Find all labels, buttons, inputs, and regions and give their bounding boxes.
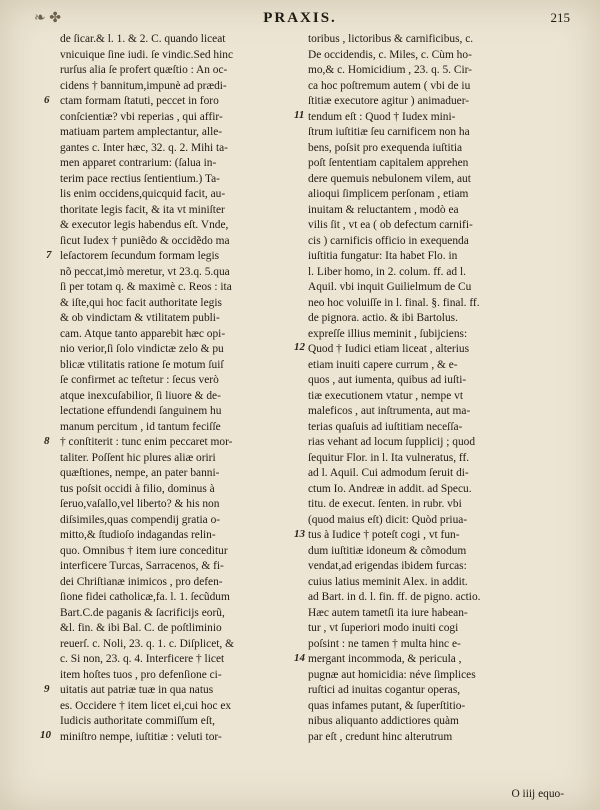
text-line: ctum Io. Andreæ in addit. ad Specu.: [308, 482, 472, 495]
text-line: ſequitur Flor. in l. Ita vulneratus, ff.: [308, 451, 470, 464]
text-line: ſeruo,vaſallo,vel liberto? & his non: [60, 498, 220, 510]
text-line: conſcientiæ? vbi reperias , qui affir-: [60, 110, 223, 123]
text-line: poſt ſententiam capitalem apprehen: [308, 157, 469, 169]
ornament-mark: ❧ ✤: [34, 11, 61, 26]
text-line: taliter. Poſſent hic plures aliæ oriri: [60, 451, 216, 464]
text-line: titu. de execut. ſenten. in rubr. vbi: [308, 498, 462, 510]
text-line: manum percitum , id tantum feciſſe: [60, 420, 221, 433]
text-line: terias quaſuis ad iuſtitiam neceſſa-: [308, 420, 463, 433]
text-line: &l. fin. & ibi Bal. C. de poſtliminio: [60, 622, 222, 634]
text-line: men apparet contrarium: (ſalua in-: [60, 157, 217, 169]
left-text-column: [60, 32, 296, 745]
text-line: tur , vt ſuperiori modo inuiti cogi: [308, 622, 459, 634]
text-line: quas infames putant, & ſuperſtitio-: [308, 699, 466, 712]
text-line: etiam inuiti capere currum , & e-: [308, 358, 458, 371]
text-line: quo. Omnibus † item iure conceditur: [60, 544, 228, 557]
text-line: dei Chriſtianæ inimicos , pro defen-: [60, 575, 223, 588]
margin-number-14: 14: [294, 652, 305, 664]
text-line: ſtitiæ executore agitur ) animaduer-: [308, 95, 470, 107]
text-line: Bart.C.de paganis & ſacrificijs eorũ,: [60, 606, 225, 619]
text-line: vilis ſit , vt ea ( ob defectum carnifi-: [308, 219, 473, 231]
right-text-column: [308, 32, 544, 745]
text-line: rurſus alia ſe profert quæſtio : An oc-: [60, 64, 228, 76]
text-line: gantes c. Inter hæc, 32. q. 2. Mihi ta-: [60, 141, 228, 154]
text-line: ad l. Aquil. Cui admodum ſeruit di-: [308, 467, 469, 479]
margin-number-6: 6: [44, 94, 50, 106]
text-line: c. Si non, 23. q. 4. Interficere † licet: [60, 653, 225, 665]
text-line: l. Liber homo, in 2. colum. ff. ad l.: [308, 265, 466, 278]
text-line: ſe confirmet ac teſtetur : ſecus verò: [60, 374, 219, 386]
text-line: dere quemuis nebulonem vilem, aut: [308, 172, 471, 185]
margin-number-12: 12: [294, 341, 305, 353]
margin-number-9: 9: [44, 683, 50, 695]
text-line: de pignora. actio. & ibi Bartolus.: [308, 312, 458, 324]
text-line: uitatis aut patriæ tuæ in qua natus: [60, 684, 214, 696]
running-title: PRAXIS.: [263, 10, 337, 26]
text-line: atque inexcuſabilior, ſi liuore & de-: [60, 389, 221, 402]
text-line: ſtrum iuſtitiæ ſeu carnificem non ha: [308, 126, 470, 138]
text-line: diſsimiles,quas compendij gratia o-: [60, 513, 221, 526]
text-line: & ob vindictam & vtilitatem publi-: [60, 312, 220, 324]
margin-number-13: 13: [294, 528, 305, 540]
text-line: thoritate legis facit, & ita vt miniſter: [60, 203, 225, 216]
text-line: dum iuſtitiæ idoneum & cõmodum: [308, 544, 467, 557]
text-line: lis enim occidens,quicquid facit, au-: [60, 188, 226, 200]
text-line: terim pace rectius ſentientium.) Ta-: [60, 172, 220, 185]
text-line: Iudicis authoritate commiſſum eſt,: [60, 715, 216, 727]
text-line: ca hoc poſtremum autem ( vbi de iu: [308, 79, 471, 92]
text-line: tiæ executionem vtatur , nempe vt: [308, 389, 463, 402]
text-line: pugnæ aut homicidia: néve ſimplices: [308, 668, 476, 681]
text-line: iuſtitia fungatur: Ita habet Flo. in: [308, 250, 458, 262]
text-line: Hæc autem tametſi ita iure habean-: [308, 606, 468, 619]
text-line: reuerſ. c. Noli, 23. q. 1. c. Diſplicet, &: [60, 637, 234, 650]
text-line: tus à Iudice † poteſt cogi , vt fun-: [308, 529, 460, 541]
text-line: De occidendis, c. Miles, c. Cùm ho-: [308, 48, 472, 61]
text-line: de ſicar.& l. 1. & 2. C. quando liceat: [60, 33, 226, 45]
text-line: poſsint : ne tamen † multa hinc e-: [308, 637, 461, 650]
text-line: mitto,& ſtudioſo indagandas relin-: [60, 529, 216, 541]
text-line: ſione fidei catholicæ,fa. l. 1. ſecũdum: [60, 591, 230, 603]
catchword: O iiij equo-: [511, 788, 564, 800]
text-line: alioqui ſimplicem perſonam , etiam: [308, 188, 469, 200]
text-line: nibus aliquanto addictiores quàm: [308, 715, 459, 727]
text-line: matiuam partem amplectantur, alle-: [60, 126, 223, 138]
text-line: es. Occidere † item licet ei,cui hoc ex: [60, 699, 232, 712]
text-line: rias vehant ad locum ſupplicij ; quod: [308, 436, 476, 448]
text-line: ſicut Iudex † puniẽdo & occidẽdo ma: [60, 234, 230, 247]
text-line: inuitam & reluctantem , modò ea: [308, 203, 459, 216]
text-line: nio verior,ſi ſolo vindictæ zelo & pu: [60, 343, 224, 355]
margin-number-11: 11: [294, 109, 305, 121]
text-line: ruſtici ad inuitas cogantur operas,: [308, 684, 461, 696]
text-line: ad Bart. in d. l. fin. ff. de pigno. actio.: [308, 591, 481, 603]
text-line: par eſt , credunt hinc alterutrum: [308, 730, 453, 743]
text-line: maleficos , aut inſtrumenta, aut ma-: [308, 405, 471, 417]
text-line: item hoſtes tuos , pro defenſione ci-: [60, 668, 222, 681]
text-line: nõ peccat,imò meretur, vt 23.q. 5.qua: [60, 265, 230, 278]
text-line: leſactorem ſecundum formam legis: [60, 250, 220, 262]
page-number: 215: [550, 10, 570, 25]
text-line: & executor legis habendus eſt. Vnde,: [60, 219, 229, 231]
text-line: (quod maius eſt) dicit: Quòd priua-: [308, 513, 468, 526]
text-line: ctam formam ſtatuti, peccet in foro: [60, 95, 219, 107]
text-line: cis ) carnificis officio in exequenda: [308, 234, 469, 247]
text-line: tendum eſt : Quod † Iudex mini-: [308, 110, 456, 123]
text-line: blicæ vtilitatis ratione ſe motum ſuiſ: [60, 358, 224, 371]
text-line: † conſtiterit : tunc enim peccaret mor-: [60, 436, 233, 448]
text-line: & iſte,qui hoc facit authoritate legis: [60, 296, 222, 309]
text-line: neo hoc voluiſſe in l. final. §. final. ff.: [308, 296, 480, 309]
margin-number-7: 7: [46, 249, 52, 261]
text-line: quæſtiones, nempe, an pater banni-: [60, 467, 220, 479]
margin-number-10: 10: [40, 729, 51, 741]
page-header: [0, 6, 600, 30]
text-line: quos , aut iumenta, quibus ad iuſti-: [308, 374, 467, 386]
margin-number-8: 8: [44, 435, 50, 447]
text-line: expreſſe illius meminit , ſubijciens:: [308, 327, 468, 340]
text-line: interficere Turcas, Sarracenos, & fi-: [60, 560, 224, 572]
text-line: ſi per totam q. & maximè c. Reos : ita: [60, 281, 232, 293]
text-line: vendat,ad erigendas ibidem furcas:: [308, 560, 467, 572]
text-line: toribus , lictoribus & carnificibus, c.: [308, 33, 474, 45]
text-line: miniſtro nempe, iuſtitiæ : veluti tor-: [60, 730, 222, 743]
text-line: vnicuique ſine iudi. ſe vindic.Sed hinc: [60, 48, 234, 61]
text-line: cuius latius meminit Alex. in addit.: [308, 575, 468, 588]
text-line: cidens † bannitum,impunè ad prædi-: [60, 79, 227, 92]
text-line: mo,& c. Homicidium , 23. q. 5. Cir-: [308, 64, 472, 76]
text-line: cam. Atque tanto apparebit hæc opi-: [60, 327, 226, 340]
text-line: Aquil. vbi inquit Guilielmum de Cu: [308, 281, 472, 293]
text-line: lectatione effundendi ſanguinem hu: [60, 405, 222, 417]
text-line: tus poſsit occidi à filio, dominus à: [60, 482, 215, 495]
text-line: Quod † Iudici etiam liceat , alterius: [308, 343, 469, 355]
text-line: mergant incommoda, & pericula ,: [308, 653, 462, 665]
text-line: bens, poſsit pro exequenda iuſtitia: [308, 141, 463, 154]
